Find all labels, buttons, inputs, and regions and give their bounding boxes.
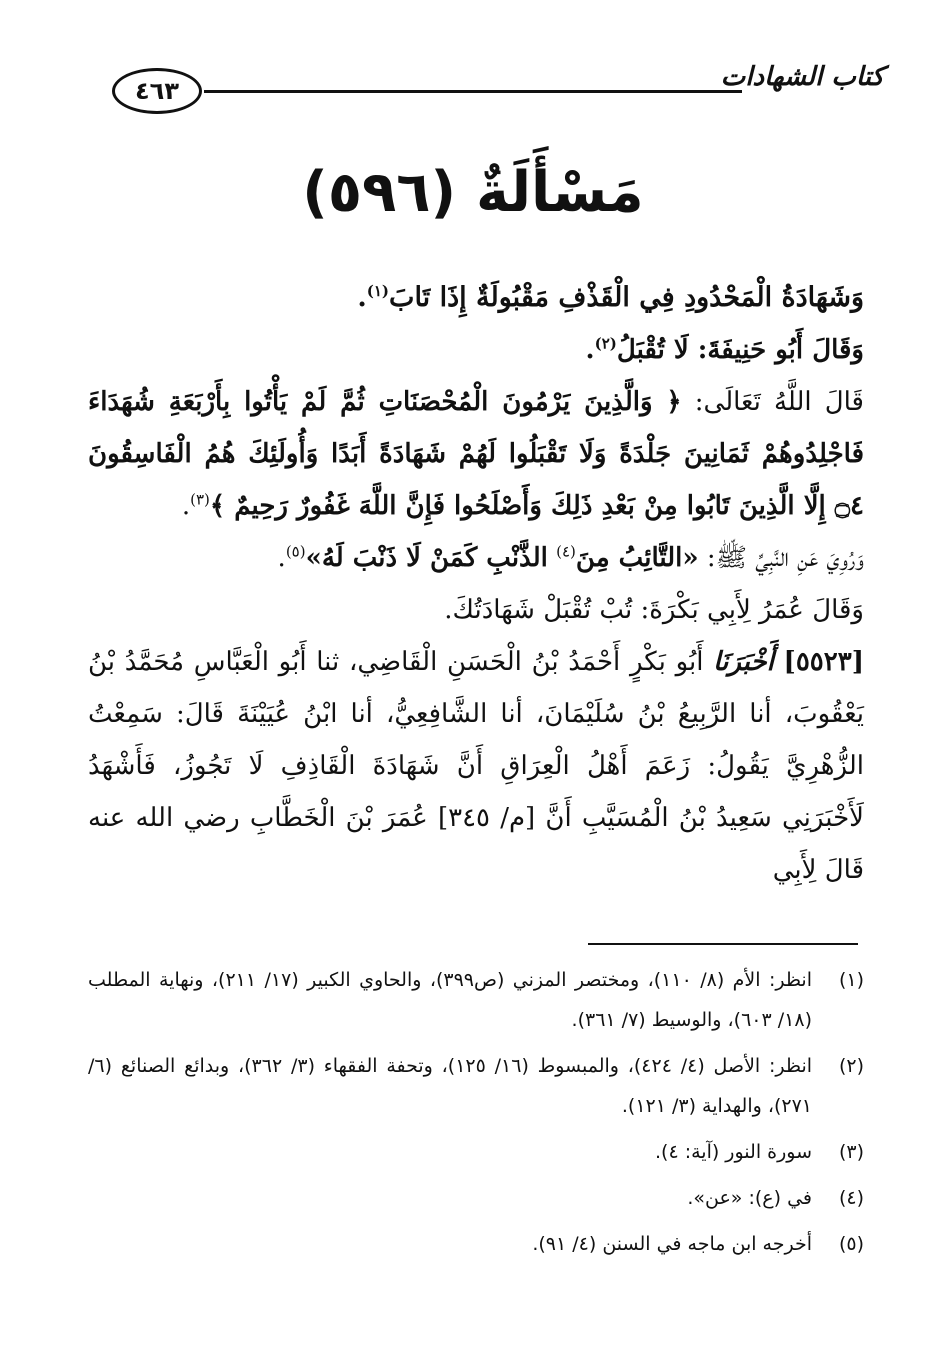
narration-akhbarana: أَخْبَرَنَا <box>713 647 774 677</box>
thesis-footnote-ref: (١) <box>366 282 390 300</box>
footnote-number: (١) <box>838 969 864 991</box>
footnote-text: انظر: الأم (٨/ ١١٠)، ومختصر المزني (ص٣٩٩)، والحاوي الكبير (١٧/ ٢١١)، ونهاية المطلب (١٨/ ٦٠٣)، والوسيط (٧/ ٣٦١). <box>88 969 812 1031</box>
issue-label: مَسْأَلَةٌ <box>476 160 644 225</box>
footnote-separator <box>588 943 858 945</box>
thesis-end: . <box>357 282 367 313</box>
quran-verse: ﴿ وَالَّذِينَ يَرْمُونَ الْمُحْصَنَاتِ ثُمَّ لَمْ يَأْتُوا بِأَرْبَعَةِ شُهَدَاءَ فَاجْلِدُوهُمْ ثَمَانِينَ جَلْدَةً وَلَا تَقْبَلُوا لَهُمْ شَهَادَةً أَبَدًا وَأُولَئِكَ هُمُ الْفَاسِقُونَ ۝٤ إِلَّا الَّذِينَ تَابُوا مِنْ بَعْدِ ذَلِكَ وَأَصْلَحُوا فَإِنَّ اللَّهَ غَفُورٌ رَحِيمٌ ﴾ <box>88 387 864 521</box>
thesis-text: وَشَهَادَةُ الْمَحْدُودِ فِي الْقَذْفِ مَقْبُولَةٌ إِذَا تَابَ <box>389 282 864 313</box>
footnote <box>88 1178 864 1218</box>
header-rule <box>204 90 742 93</box>
umar-statement: وَقَالَ عُمَرُ لِأَبِي بَكْرَةَ: تُبْ تُقْبَلْ شَهَادَتُكَ. <box>444 595 864 625</box>
quran-citation <box>88 376 864 532</box>
issue-number: (٥٩٦) <box>302 160 457 225</box>
quran-footnote-ref: (٣) <box>190 490 210 509</box>
abu-hanifa-end: . <box>585 335 595 365</box>
footnotes <box>88 960 864 1270</box>
page-number: ٤٦٣ <box>112 68 202 114</box>
page-header <box>112 62 884 114</box>
hadith-citation <box>88 532 864 584</box>
footnote-number: (٤) <box>838 1187 864 1209</box>
hadith-footnote-ref-5: (٥) <box>285 542 306 561</box>
footnote-text: أخرجه ابن ماجه في السنن (٤/ ٩١). <box>532 1233 812 1255</box>
footnote-text: سورة النور (آية: ٤). <box>654 1141 812 1163</box>
narration <box>88 636 864 896</box>
abu-hanifa-footnote-ref: (٢) <box>594 334 617 353</box>
issue-title <box>0 160 946 225</box>
narration-text-a: أَبُو بَكْرٍ أَحْمَدُ بْنُ الْحَسَنِ الْقَاضِي، ثنا أَبُو الْعَبَّاسِ مُحَمَّدُ بْنُ يَعْقُوبَ، أنا الرَّبِيعُ بْنُ سُلَيْمَانَ، أنا الشَّافِعِيُّ، أنا ابْنُ عُيَيْنَةَ قَالَ: سَمِعْتُ الزُّهْرِيَّ يَقُولُ: زَعَمَ أَهْلُ الْعِرَاقِ أَنَّ شَهَادَةَ الْقَاذِفِ لَا تَجُوزُ، فَأَشْهَدُ لَأَخْبَرَنِي سَعِيدُ بْنُ الْمُسَيَّبِ أَنَّ <box>88 647 865 833</box>
footnote-number: (٥) <box>838 1233 864 1255</box>
abu-hanifa-opinion <box>88 324 864 376</box>
footnote-text: انظر: الأصل (٤/ ٤٢٤)، والمبسوط (١٦/ ١٢٥)، وتحفة الفقهاء (٣/ ٣٦٢)، وبدائع الصنائع (٦/ ٢٧١)، والهداية (٣/ ١٢١). <box>88 1055 813 1117</box>
footnote-number: (٣) <box>838 1141 864 1163</box>
narration-number: [٥٥٢٣] <box>783 647 864 677</box>
footnote <box>88 1132 864 1172</box>
hadith-text-b: الذَّنْبِ كَمَنْ لَا ذَنْبَ لَهُ» <box>305 543 548 573</box>
book-title: كتاب الشهادات <box>720 62 884 92</box>
footnote <box>88 1046 864 1126</box>
hadith-footnote-ref-4: (٤) <box>556 542 576 561</box>
quran-intro: قَالَ اللَّهُ تَعَالَى: <box>694 387 864 417</box>
main-text <box>88 272 864 896</box>
abu-hanifa-text: وَقَالَ أَبُو حَنِيفَةَ: لَا تُقْبَلُ <box>616 335 864 365</box>
narration-text-b: عُمَرَ بْنَ الْخَطَّابِ رضي الله عنه قَالَ لِأَبِي <box>88 803 864 885</box>
footnote-text: في (ع): «عن». <box>687 1187 812 1209</box>
thesis-statement <box>88 272 864 324</box>
footnote <box>88 1224 864 1264</box>
quran-end: . <box>181 491 191 521</box>
hadith-intro: وَرُوِيَ عَنِ النَّبِيِّ ﷺ: <box>706 543 864 573</box>
footnote-number: (٢) <box>838 1055 864 1077</box>
manuscript-ref: [م/ ٣٤٥] <box>437 803 536 833</box>
hadith-end: . <box>277 543 286 573</box>
hadith-text-a: «التَّائِبُ مِنَ <box>575 543 699 573</box>
footnote <box>88 960 864 1040</box>
